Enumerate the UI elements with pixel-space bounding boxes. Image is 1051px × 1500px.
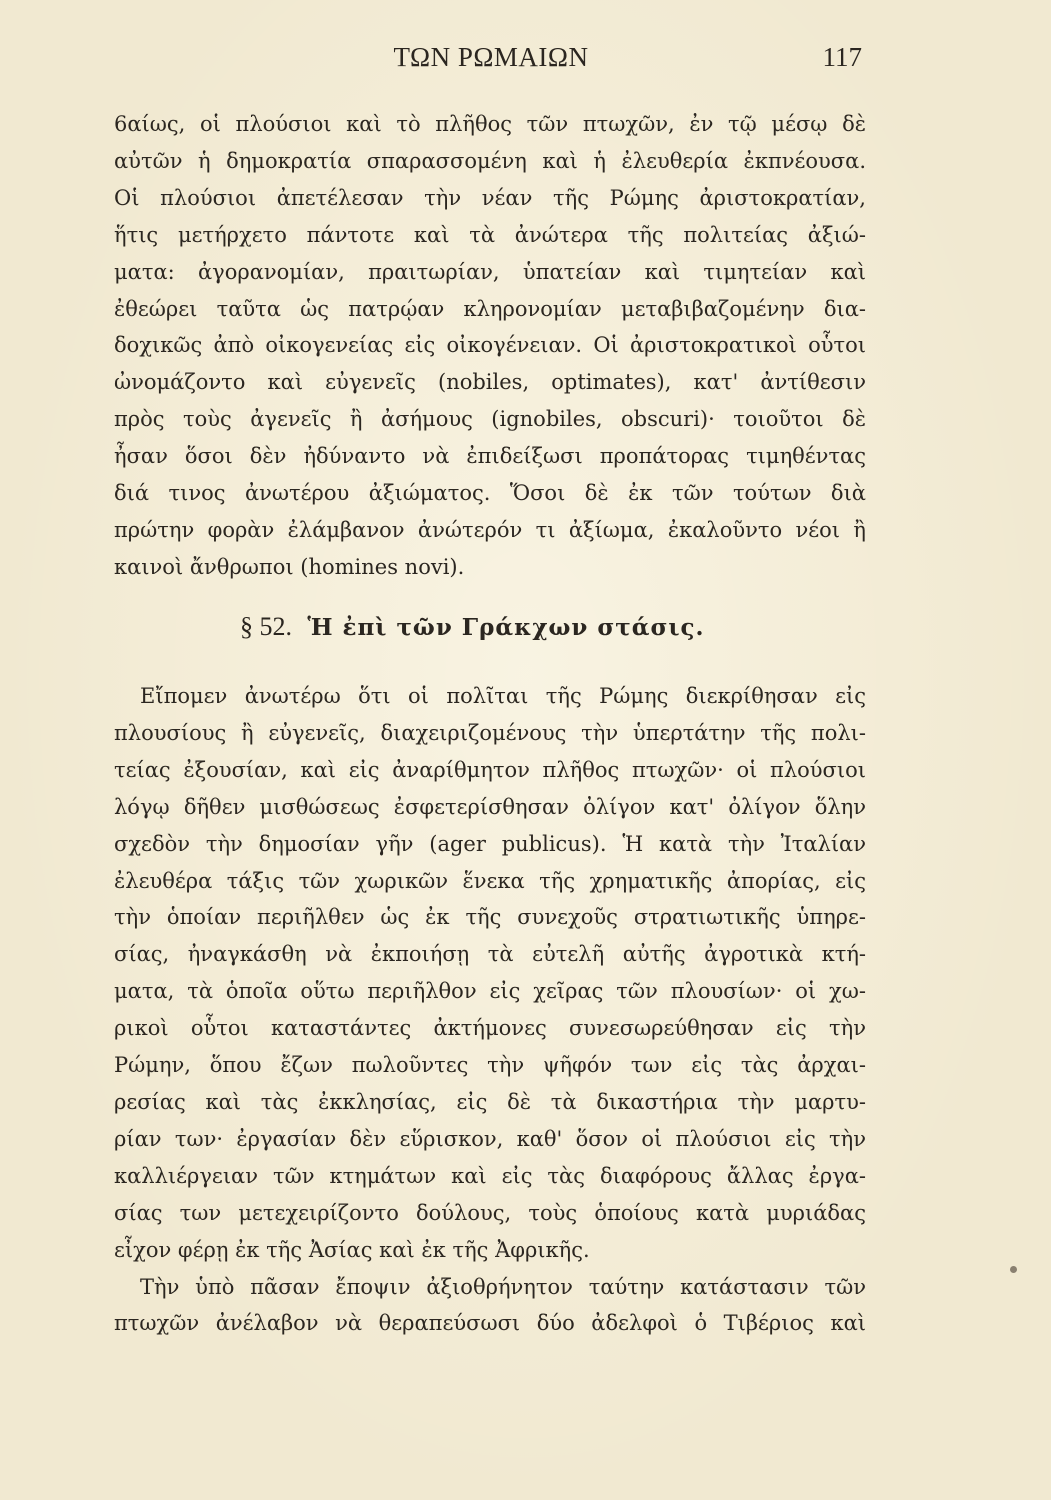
text-line: Τὴν ὑπὸ πᾶσαν ἔποψιν ἀξιοθρήνητον ταύτην κατάστασιν τῶν xyxy=(140,1274,866,1299)
text-line: εἶχον φέρῃ ἐκ τῆς Ἀσίας καὶ ἐκ τῆς Ἀφρικῆς. xyxy=(114,1237,590,1262)
text-line: ἐθεώρει ταῦτα ὡς πατρῴαν κληρονομίαν μεταβιβαζομένην δια- xyxy=(114,296,866,321)
text-line: ρίαν των· ἐργασίαν δὲν εὕρισκον, καθ' ὅσον οἱ πλούσιοι εἰς τὴν xyxy=(114,1126,866,1151)
text-line: πτωχῶν ἀνέλαβον νὰ θεραπεύσωσι δύο ἀδελφοὶ ὁ Τιβέριος καὶ xyxy=(114,1311,866,1336)
section-number: § 52. xyxy=(240,612,292,641)
text-line: τὴν ὁποίαν περιῆλθεν ὡς ἐκ τῆς συνεχοῦς στρατιωτικῆς ὑπηρε- xyxy=(114,905,866,930)
running-title: ΤΩΝ ΡΩΜΑΙΩΝ xyxy=(393,42,589,72)
paragraph-2 xyxy=(114,678,866,1342)
text-line: Εἴπομεν ἀνωτέρω ὅτι οἱ πολῖται τῆς Ρώμης διεκρίθησαν εἰς xyxy=(140,684,866,708)
paragraph-1 xyxy=(114,106,866,586)
text-line: πλουσίους ἢ εὐγενεῖς, διαχειριζομένους τὴν ὑπερτάτην τῆς πολι- xyxy=(114,720,866,745)
text-line: αὐτῶν ἡ δημοκρατία σπαρασσομένη καὶ ἡ ἐλευθερία ἐκπνέουσα. xyxy=(114,148,866,173)
section-title: Ἡ ἐπὶ τῶν Γράκχων στάσις. xyxy=(307,614,705,641)
page-header xyxy=(110,40,872,80)
text-line: Οἱ πλούσιοι ἀπετέλεσαν τὴν νέαν τῆς Ρώμης ἀριστοκρατίαν, xyxy=(114,185,866,210)
page-number: 117 xyxy=(822,42,862,72)
text-line: ἦσαν ὅσοι δὲν ἠδύναντο νὰ ἐπιδείξωσι προπάτορας τιμηθέντας xyxy=(114,444,866,469)
text-line: διά τινος ἀνωτέρου ἀξιώματος. Ὅσοι δὲ ἐκ τῶν τούτων διὰ xyxy=(114,481,866,506)
text-line: δοχικῶς ἀπὸ οἰκογενείας εἰς οἰκογένειαν. Οἱ ἀριστοκρατικοὶ οὗτοι xyxy=(114,333,866,358)
text-line: πρὸς τοὺς ἀγενεῖς ἢ ἀσήμους (ignobiles, obscuri)· τοιοῦτοι δὲ xyxy=(114,407,866,432)
text-line: πρώτην φορὰν ἐλάμβανον ἀνώτερόν τι ἀξίωμα, ἐκαλοῦντο νέοι ἢ xyxy=(114,517,866,542)
text-line: σχεδὸν τὴν δημοσίαν γῆν (ager publicus). Ἡ κατὰ τὴν Ἰταλίαν xyxy=(114,831,866,856)
paper-speck xyxy=(1010,1266,1017,1273)
text-line: ρεσίας καὶ τὰς ἐκκλησίας, εἰς δὲ τὰ δικαστήρια τὴν μαρτυ- xyxy=(114,1089,866,1114)
text-line: ὠνομάζοντο καὶ εὐγενεῖς (nobiles, optimates), κατ' ἀντίθεσιν xyxy=(114,370,866,395)
text-line: καινοὶ ἄνθρωποι (homines novi). xyxy=(114,554,465,579)
text-line: λόγῳ δῆθεν μισθώσεως ἐσφετερίσθησαν ὀλίγον κατ' ὀλίγον ὅλην xyxy=(114,794,866,819)
text-line: σίας, ἠναγκάσθη νὰ ἐκποιήσῃ τὰ εὐτελῆ αὐτῆς ἀγροτικὰ κτή- xyxy=(114,942,866,967)
text-line: ματα: ἀγορανομίαν, πραιτωρίαν, ὑπατείαν καὶ τιμητείαν καὶ xyxy=(114,259,866,284)
text-line: σίας των μετεχειρίζοντο δούλους, τοὺς ὁποίους κατὰ μυριάδας xyxy=(114,1200,866,1225)
section-heading xyxy=(240,612,840,642)
text-line: ρικοὶ οὗτοι καταστάντες ἀκτήμονες συνεσωρεύθησαν εἰς τὴν xyxy=(114,1016,866,1041)
text-line: ἐλευθέρα τάξις τῶν χωρικῶν ἕνεκα τῆς χρηματικῆς ἀπορίας, εἰς xyxy=(114,868,866,893)
text-line: ἥτις μετήρχετο πάντοτε καὶ τὰ ἀνώτερα τῆς πολιτείας ἀξιώ- xyxy=(114,222,866,247)
text-line: καλλιέργειαν τῶν κτημάτων καὶ εἰς τὰς διαφόρους ἄλλας ἐργα- xyxy=(114,1163,866,1188)
text-line: Ρώμην, ὅπου ἔζων πωλοῦντες τὴν ψῆφόν των εἰς τὰς ἀρχαι- xyxy=(114,1053,866,1078)
text-line: τείας ἐξουσίαν, καὶ εἰς ἀναρίθμητον πλῆθος πτωχῶν· οἱ πλούσιοι xyxy=(114,757,866,782)
text-line: 6αίως, οἱ πλούσιοι καὶ τὸ πλῆθος τῶν πτωχῶν, ἐν τῷ μέσῳ δὲ xyxy=(114,112,866,136)
text-line: ματα, τὰ ὁποῖα οὕτω περιῆλθον εἰς χεῖρας τῶν πλουσίων· οἱ χω- xyxy=(114,979,866,1004)
